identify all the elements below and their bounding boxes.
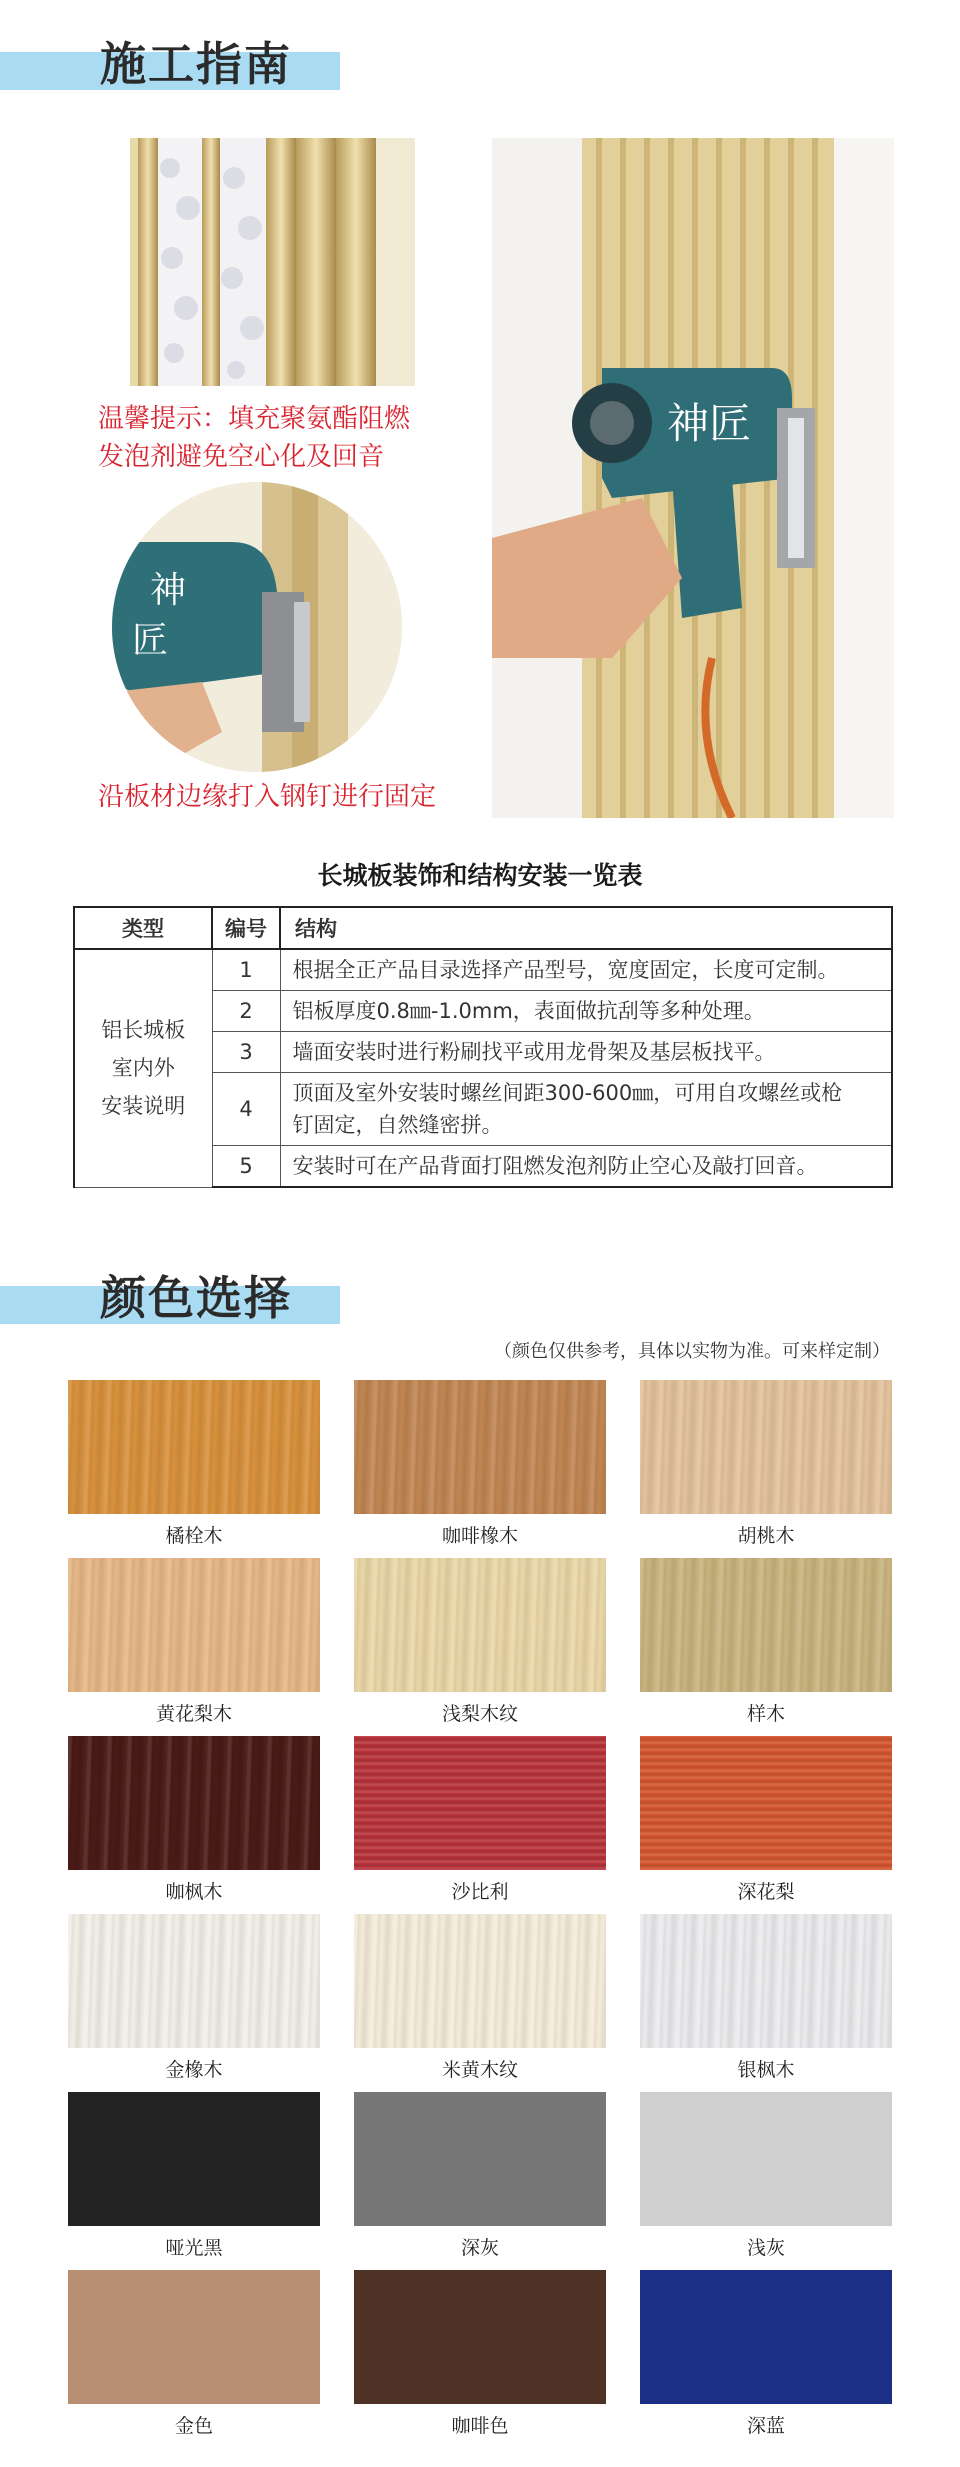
color-swatch <box>640 1914 892 2048</box>
color-swatch <box>354 2092 606 2226</box>
row-text: 安装时可在产品背面打阻燃发泡剂防止空心及敲打回音。 <box>280 1146 892 1188</box>
color-swatch-label: 浅梨木纹 <box>441 1703 518 1725</box>
tool-brand-text-small: 神 <box>150 570 187 611</box>
tip-note <box>98 400 410 476</box>
color-swatch-label: 深花梨 <box>737 1881 795 1903</box>
header-type: 类型 <box>74 907 212 949</box>
color-swatch <box>68 1558 320 1692</box>
install-table <box>73 906 893 1188</box>
color-swatch <box>68 1914 320 2048</box>
row-text: 铝板厚度0.8㎜-1.0mm，表面做抗刮等多种处理。 <box>280 991 892 1032</box>
section-title-construction: 施工指南 <box>100 37 292 91</box>
row-number: 1 <box>212 949 280 991</box>
install-table-title: 长城板装饰和结构安装一览表 <box>317 861 643 890</box>
foam-panel-illustration <box>130 138 415 386</box>
color-swatch <box>354 1736 606 1870</box>
table-row <box>74 949 892 991</box>
row-text: 墙面安装时进行粉刷找平或用龙骨架及基层板找平。 <box>280 1032 892 1073</box>
color-swatch-label: 哑光黑 <box>165 2237 223 2259</box>
type-cell <box>74 949 212 1187</box>
color-swatch-label: 咖啡色 <box>451 2415 509 2437</box>
photo-foam-filled-panel <box>130 138 415 386</box>
row-number: 2 <box>212 991 280 1032</box>
color-swatch <box>640 1736 892 1870</box>
type-line-2: 室内外 <box>111 1056 175 1081</box>
color-swatch <box>354 1380 606 1514</box>
color-swatch-label: 金色 <box>174 2415 213 2437</box>
color-swatch-label: 浅灰 <box>746 2237 785 2259</box>
type-line-1: 铝长城板 <box>101 1018 186 1043</box>
color-swatch <box>640 1380 892 1514</box>
color-swatch <box>640 1558 892 1692</box>
section-title-colors: 颜色选择 <box>100 1271 292 1325</box>
row-text: 顶面及室外安装时螺丝间距300-600㎜，可用自攻螺丝或枪钉固定，自然缝密拼。 <box>280 1073 892 1146</box>
color-swatch <box>68 2270 320 2404</box>
color-swatch-label: 沙比利 <box>451 1881 509 1903</box>
row-number: 3 <box>212 1032 280 1073</box>
color-swatch-label: 样木 <box>746 1703 785 1725</box>
tip-note-line-2: 发泡剂避免空心化及回音 <box>98 442 385 472</box>
photo-nail-gun-closeup <box>112 482 402 772</box>
color-swatch <box>354 2270 606 2404</box>
row-text: 根据全正产品目录选择产品型号，宽度固定，长度可定制。 <box>280 949 892 991</box>
color-swatch-label: 橘栓木 <box>165 1525 223 1547</box>
nail-gun-closeup-illustration <box>112 482 402 772</box>
color-swatch-label: 黄花梨木 <box>155 1703 232 1725</box>
color-swatch-label: 咖啡橡木 <box>441 1525 518 1547</box>
install-table-header <box>74 907 892 949</box>
row-number: 5 <box>212 1146 280 1188</box>
color-swatch <box>354 1914 606 2048</box>
color-swatch-label: 银枫木 <box>737 2059 795 2081</box>
type-line-3: 安装说明 <box>101 1094 186 1119</box>
header-number: 编号 <box>212 907 280 949</box>
installation-illustration <box>492 138 894 818</box>
color-swatch-label: 金橡木 <box>165 2059 223 2081</box>
tool-brand-text-large: 神匠 <box>667 399 752 448</box>
section-color-header <box>0 1240 960 1330</box>
header-structure: 结构 <box>280 907 892 949</box>
color-swatch <box>640 2270 892 2404</box>
svg-text:匠: 匠 <box>132 620 169 661</box>
nail-note: 沿板材边缘打入钢钉进行固定 <box>98 782 437 812</box>
photo-installation <box>492 138 894 818</box>
color-swatch <box>68 1736 320 1870</box>
color-swatch-label: 胡桃木 <box>737 1525 795 1547</box>
color-swatch-label: 深灰 <box>460 2237 499 2259</box>
section-construction-header <box>0 0 960 100</box>
color-swatch <box>68 2092 320 2226</box>
row-number: 4 <box>212 1073 280 1146</box>
color-swatch-label: 深蓝 <box>746 2415 785 2437</box>
color-disclaimer: （颜色仅供参考，具体以实物为准。可来样定制） <box>494 1341 890 1362</box>
color-swatch <box>354 1558 606 1692</box>
color-swatch-label: 米黄木纹 <box>441 2059 518 2081</box>
tip-note-line-1: 温馨提示：填充聚氨酯阻燃 <box>98 404 411 434</box>
color-swatch <box>68 1380 320 1514</box>
color-swatch <box>640 2092 892 2226</box>
color-swatch-label: 咖枫木 <box>165 1881 223 1903</box>
